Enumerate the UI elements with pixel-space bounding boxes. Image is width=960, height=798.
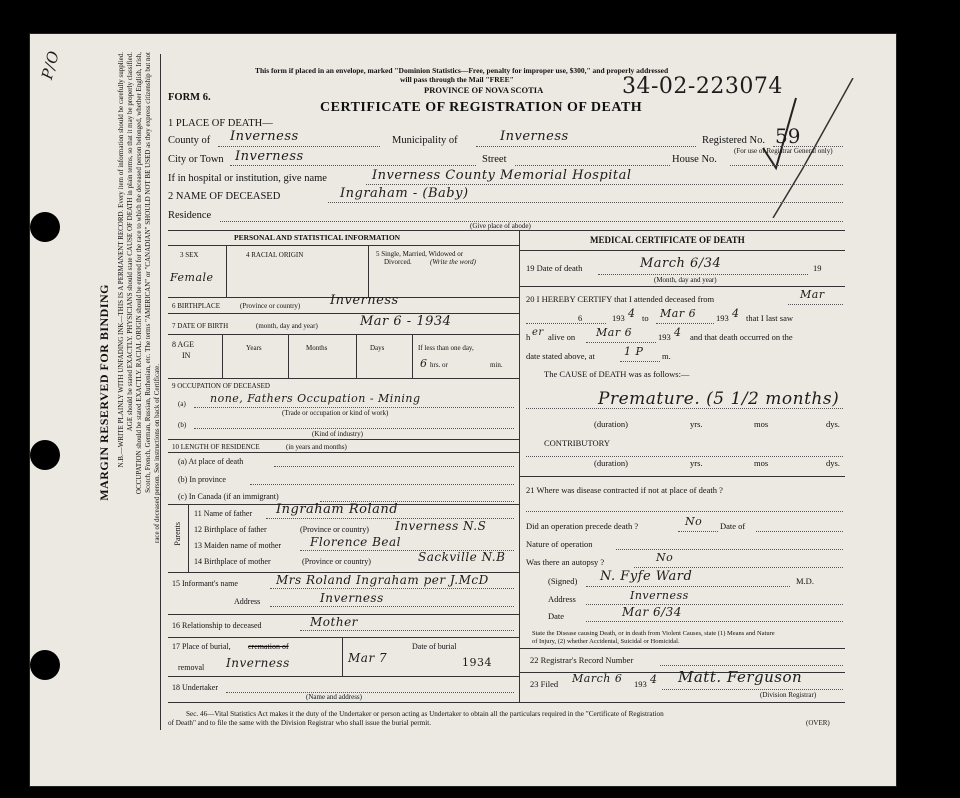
rule xyxy=(168,676,519,677)
date-of-death-line xyxy=(598,274,808,275)
county-label: County of xyxy=(168,135,211,146)
nature-line xyxy=(616,549,843,550)
residence-label: Residence xyxy=(168,210,212,221)
years-label: Years xyxy=(246,344,262,352)
q22-label: 22 Registrar's Record Number xyxy=(530,655,634,665)
rule xyxy=(168,334,519,335)
column-divider xyxy=(519,230,520,702)
burial-removal: removal xyxy=(178,663,205,672)
contrib-mos-label: mos xyxy=(754,458,769,468)
certify-alive-line xyxy=(586,342,656,343)
cause-mos-label: mos xyxy=(754,419,769,429)
mother-maiden-value: Florence Beal xyxy=(310,535,402,549)
residence-line xyxy=(220,221,843,222)
burial-label: 17 Place of burial, xyxy=(172,642,231,651)
marital-label-2: Divorced. xyxy=(384,258,412,266)
med-address-value: Inverness xyxy=(630,589,689,602)
burial-date-value: Mar 7 xyxy=(348,651,388,665)
margin-reserved-label: MARGIN RESERVED FOR BINDING xyxy=(97,284,111,501)
binder-hole-middle xyxy=(30,440,60,470)
cause-dys-label: dys. xyxy=(826,419,840,429)
mail-notice-2: will pass through the Mail "FREE" xyxy=(400,75,514,84)
dob-note: (month, day and year) xyxy=(256,322,318,330)
rule xyxy=(168,313,519,314)
med-address-label: Address xyxy=(548,594,576,604)
certify-h: h xyxy=(526,332,531,342)
county-value: Inverness xyxy=(230,129,299,144)
certify-h-hand: er xyxy=(532,327,544,338)
margin-note-2: AGE should be stated EXACTLY. PHYSICIANS should state CAUSE OF DEATH in plain terms, so that it may be properly classified. xyxy=(126,52,134,432)
min-label: min. xyxy=(490,361,503,369)
operation-date-label: Date of xyxy=(720,521,746,531)
footer-line-2: of Death" and to file the same with the Division Registrar who shall issue the burial permit. xyxy=(168,719,432,727)
rule xyxy=(368,245,369,297)
sex-value: Female xyxy=(170,271,214,284)
rule xyxy=(412,334,413,378)
informant-address-label: Address xyxy=(234,597,261,606)
certify-year-hand-b: 4 xyxy=(732,307,740,320)
date-of-burial-label: Date of burial xyxy=(412,642,457,651)
certify-m: m. xyxy=(662,351,671,361)
in-province-label: (b) In province xyxy=(178,475,226,484)
q21-line xyxy=(526,511,843,512)
occupation-value: none, Fathers Occupation - Mining xyxy=(210,392,421,405)
med-date-line xyxy=(586,621,843,622)
marital-label-1: 5 Single, Married, Widowed or xyxy=(376,250,464,258)
rule xyxy=(168,245,519,246)
marital-note: (Write the word) xyxy=(430,258,477,266)
certify-line xyxy=(526,323,606,324)
mother-birthplace-value: Sackville N.B xyxy=(418,550,506,564)
certify-193b: 193 xyxy=(716,313,729,323)
informant-address-line xyxy=(270,606,514,607)
residence-note: (Give place of abode) xyxy=(470,222,531,230)
rule xyxy=(168,439,519,440)
relationship-line xyxy=(300,630,514,631)
father-name-value: Ingraham Roland xyxy=(276,502,399,517)
personal-heading: PERSONAL AND STATISTICAL INFORMATION xyxy=(234,233,401,242)
med-date-value: Mar 6/34 xyxy=(622,605,682,619)
state-note-2: of Injury, (2) whether Accidental, Suicidal or Homicidal. xyxy=(532,638,680,645)
informant-address-value: Inverness xyxy=(320,591,384,605)
certificate-title: CERTIFICATE OF REGISTRATION OF DEATH xyxy=(320,100,643,115)
state-note-1: State the Disease causing Death, or in death from Violent Causes, state (1) Means and Nature xyxy=(532,630,775,637)
at-place-label: (a) At place of death xyxy=(178,457,244,466)
filed-193: 193 xyxy=(634,679,647,689)
registered-no-label: Registered No. xyxy=(702,135,765,146)
birthplace-value: Inverness xyxy=(330,293,399,308)
municipality-value: Inverness xyxy=(500,129,569,144)
burial-cremation: cremation of xyxy=(248,642,289,651)
filed-value: March 6 xyxy=(572,672,623,685)
dob-label: 7 DATE OF BIRTH xyxy=(172,322,229,330)
birthplace-note: (Province or country) xyxy=(240,302,301,310)
signed-value: N. Fyfe Ward xyxy=(600,569,693,584)
informant-label: 15 Informant's name xyxy=(172,579,238,588)
mother-birthplace-label: 14 Birthplace of mother xyxy=(194,557,271,566)
q23-label: 23 Filed xyxy=(530,679,559,689)
operation-line xyxy=(678,531,718,532)
margin-note-5: race of deceased person. See instructions on back of Certificate. xyxy=(153,364,161,544)
form-number: FORM 6. xyxy=(168,92,211,103)
rule xyxy=(222,334,223,378)
father-birthplace-note: (Province or country) xyxy=(300,525,369,534)
racial-origin-label: 4 RACIAL ORIGIN xyxy=(246,251,304,259)
certify-to: to xyxy=(642,313,649,323)
name-of-deceased-label: 2 NAME OF DECEASED xyxy=(168,191,281,202)
undertaker-label: 18 Undertaker xyxy=(172,683,218,692)
mail-notice-1: This form if placed in an envelope, marked "Dominion Statistics—Free, penalty for improper use, $300," and properly addressed xyxy=(255,66,669,75)
in-province-line xyxy=(250,484,514,485)
q21-label: 21 Where was disease contracted if not at place of death ? xyxy=(526,485,723,495)
certify-193a: 193 xyxy=(612,313,625,323)
cause-label: The CAUSE of DEATH was as follows:— xyxy=(544,369,690,379)
certify-last-saw: that I last saw xyxy=(746,313,793,323)
at-place-line xyxy=(274,466,514,467)
residence-length-label: 10 LENGTH OF RESIDENCE xyxy=(172,443,260,451)
contributory-line xyxy=(526,456,843,457)
contrib-dys-label: dys. xyxy=(826,458,840,468)
dob-value: Mar 6 - 1934 xyxy=(360,314,452,329)
registered-no-note: (For use of Registrar General only) xyxy=(734,147,833,155)
certify-from-line xyxy=(788,304,843,305)
parents-label: Parents xyxy=(173,522,182,546)
corner-mark: P/O xyxy=(38,48,63,82)
registrar-note: (Division Registrar) xyxy=(760,691,817,699)
birthplace-label: 6 BIRTHPLACE xyxy=(172,302,220,310)
certify-to-value: Mar 6 xyxy=(660,307,697,320)
father-birthplace-label: 12 Birthplace of father xyxy=(194,525,267,534)
rule xyxy=(288,334,289,378)
occupation-a-note: (Trade or occupation or kind of work) xyxy=(282,409,389,417)
informant-value: Mrs Roland Ingraham per J.McD xyxy=(276,573,489,587)
mother-birthplace-note: (Province or country) xyxy=(302,557,371,566)
certify-time-label: date stated above, at xyxy=(526,351,595,361)
date-of-death-value: March 6/34 xyxy=(640,256,722,271)
rule xyxy=(342,637,343,676)
municipality-line xyxy=(476,146,696,147)
father-birthplace-value: Inverness N.S xyxy=(395,519,487,533)
margin-note-3: OCCUPATION should be stated EXACTLY. RACIAL ORIGIN should be entered for the race to which the deceased person belonged, whether English, Irish, xyxy=(135,52,143,495)
name-of-deceased-line xyxy=(328,202,843,203)
operation-label: Did an operation precede death ? xyxy=(526,521,639,531)
cause-value: Premature. (5 1/2 months) xyxy=(598,389,840,409)
hrs-label: hrs. or xyxy=(430,361,448,369)
hospital-value: Inverness County Memorial Hospital xyxy=(372,168,632,183)
place-of-death-heading: 1 PLACE OF DEATH— xyxy=(168,118,273,129)
hrs-value: 6 xyxy=(420,357,428,370)
occupation-line xyxy=(194,407,514,408)
certify-year-hand-c: 4 xyxy=(674,326,682,339)
county-line xyxy=(218,146,380,147)
rule xyxy=(188,504,189,572)
certify-year-hand-a: 4 xyxy=(628,307,636,320)
province-label: PROVINCE OF NOVA SCOTIA xyxy=(424,85,544,95)
autopsy-label: Was there an autopsy ? xyxy=(526,557,605,567)
margin-note-4: Scotch, French, German, Russian, Ruthenian, etc. The terms "AMERICAN" or "CANADIAN" SHOULD NOT BE USED as they express citizenship but not xyxy=(144,52,152,493)
registrar-line xyxy=(662,689,843,690)
cause-duration-label: (duration) xyxy=(594,419,628,429)
municipality-label: Municipality of xyxy=(392,135,458,146)
city-value: Inverness xyxy=(235,149,304,164)
filed-year-hand: 4 xyxy=(650,673,658,686)
father-name-label: 11 Name of father xyxy=(194,509,253,518)
cause-yrs-label: yrs. xyxy=(690,419,703,429)
certify-to-line xyxy=(656,323,714,324)
certify-from-value: Mar xyxy=(800,288,825,301)
table-bottom-rule xyxy=(168,702,845,703)
burial-place-value: Inverness xyxy=(226,656,290,670)
house-no-line xyxy=(730,165,843,166)
months-label: Months xyxy=(306,344,328,352)
street-label: Street xyxy=(482,154,507,165)
date-of-death-suffix: 19 xyxy=(813,263,822,273)
margin-note-1: N.B.—WRITE PLAINLY WITH UNFADING INK—THIS IS A PERMANENT RECORD. Every item of information should be carefully supplied. xyxy=(117,52,125,468)
table-top-rule xyxy=(168,230,845,231)
contrib-yrs-label: yrs. xyxy=(690,458,703,468)
occupation-a: (a) xyxy=(178,400,186,408)
informant-line xyxy=(270,588,514,589)
hospital-label: If in hospital or institution, give name xyxy=(168,173,327,184)
rule xyxy=(356,334,357,378)
rule xyxy=(168,452,519,453)
certify-day: 6 xyxy=(578,313,583,323)
in-canada-label: (c) In Canada (if an immigrant) xyxy=(178,492,279,501)
burial-year-value: 1934 xyxy=(462,656,492,669)
registered-no-value: 59 xyxy=(775,124,801,148)
rule xyxy=(519,476,845,477)
q22-line xyxy=(660,665,843,666)
date-of-death-label: 19 Date of death xyxy=(526,263,583,273)
less-than-day-label: If less than one day, xyxy=(418,344,474,352)
rule xyxy=(168,637,519,638)
rule xyxy=(519,250,845,251)
residence-length-note: (in years and months) xyxy=(286,443,347,451)
medical-heading: MEDICAL CERTIFICATE OF DEATH xyxy=(590,235,745,245)
certify-time-line xyxy=(620,361,660,362)
registrar-signature: Matt. Ferguson xyxy=(678,668,803,686)
certify-line-1: 20 I HEREBY CERTIFY that I attended deceased from xyxy=(526,294,715,304)
relationship-label: 16 Relationship to deceased xyxy=(172,621,262,630)
sex-label: 3 SEX xyxy=(180,251,199,259)
rule xyxy=(226,245,227,297)
occupation-label: 9 OCCUPATION OF DECEASED xyxy=(172,382,270,390)
certify-alive-on: alive on xyxy=(548,332,576,342)
rule xyxy=(168,378,519,379)
street-line xyxy=(515,165,670,166)
signed-line xyxy=(586,586,790,587)
date-of-death-note: (Month, day and year) xyxy=(654,276,717,284)
certify-193c: 193 xyxy=(658,332,671,342)
name-of-deceased-value: Ingraham - (Baby) xyxy=(340,186,469,201)
house-no-label: House No. xyxy=(672,154,717,165)
operation-date-line xyxy=(756,531,843,532)
city-line xyxy=(230,165,476,166)
age-label: 8 AGE xyxy=(172,340,194,349)
binder-hole-bottom xyxy=(30,650,60,680)
rule xyxy=(519,648,845,649)
autopsy-line xyxy=(634,567,843,568)
occupation-b: (b) xyxy=(178,421,187,429)
death-certificate xyxy=(30,34,896,786)
relationship-value: Mother xyxy=(310,615,358,629)
certify-death-occurred: and that death occurred on the xyxy=(690,332,793,342)
certify-time-value: 1 P xyxy=(624,345,644,358)
autopsy-value: No xyxy=(656,551,674,564)
signed-label: (Signed) xyxy=(548,576,578,586)
contrib-duration-label: (duration) xyxy=(594,458,628,468)
footer-over: (OVER) xyxy=(806,719,830,727)
undertaker-note: (Name and address) xyxy=(306,693,362,701)
contributory-label: CONTRIBUTORY xyxy=(544,438,610,448)
certify-alive-value: Mar 6 xyxy=(596,326,633,339)
days-label: Days xyxy=(370,344,385,352)
md-label: M.D. xyxy=(796,576,814,586)
handwritten-number: 34-02-223074 xyxy=(622,74,783,99)
operation-value: No xyxy=(685,515,703,528)
occupation-b-note: (Kind of industry) xyxy=(312,430,363,438)
binder-hole-top xyxy=(30,212,60,242)
footer-line-1: Sec. 46—Vital Statistics Act makes it the duty of the Undertaker or person acting as Undertaker to obtain all the particulars required in the "Certificate of Registration xyxy=(186,710,664,718)
undertaker-line xyxy=(226,692,514,693)
med-date-label: Date xyxy=(548,611,565,621)
age-in-label: IN xyxy=(182,351,191,360)
nature-label: Nature of operation xyxy=(526,539,593,549)
industry-line xyxy=(194,428,514,429)
city-label: City or Town xyxy=(168,154,224,165)
rule xyxy=(519,286,845,287)
mother-maiden-label: 13 Maiden name of mother xyxy=(194,541,282,550)
hospital-line xyxy=(366,184,843,185)
